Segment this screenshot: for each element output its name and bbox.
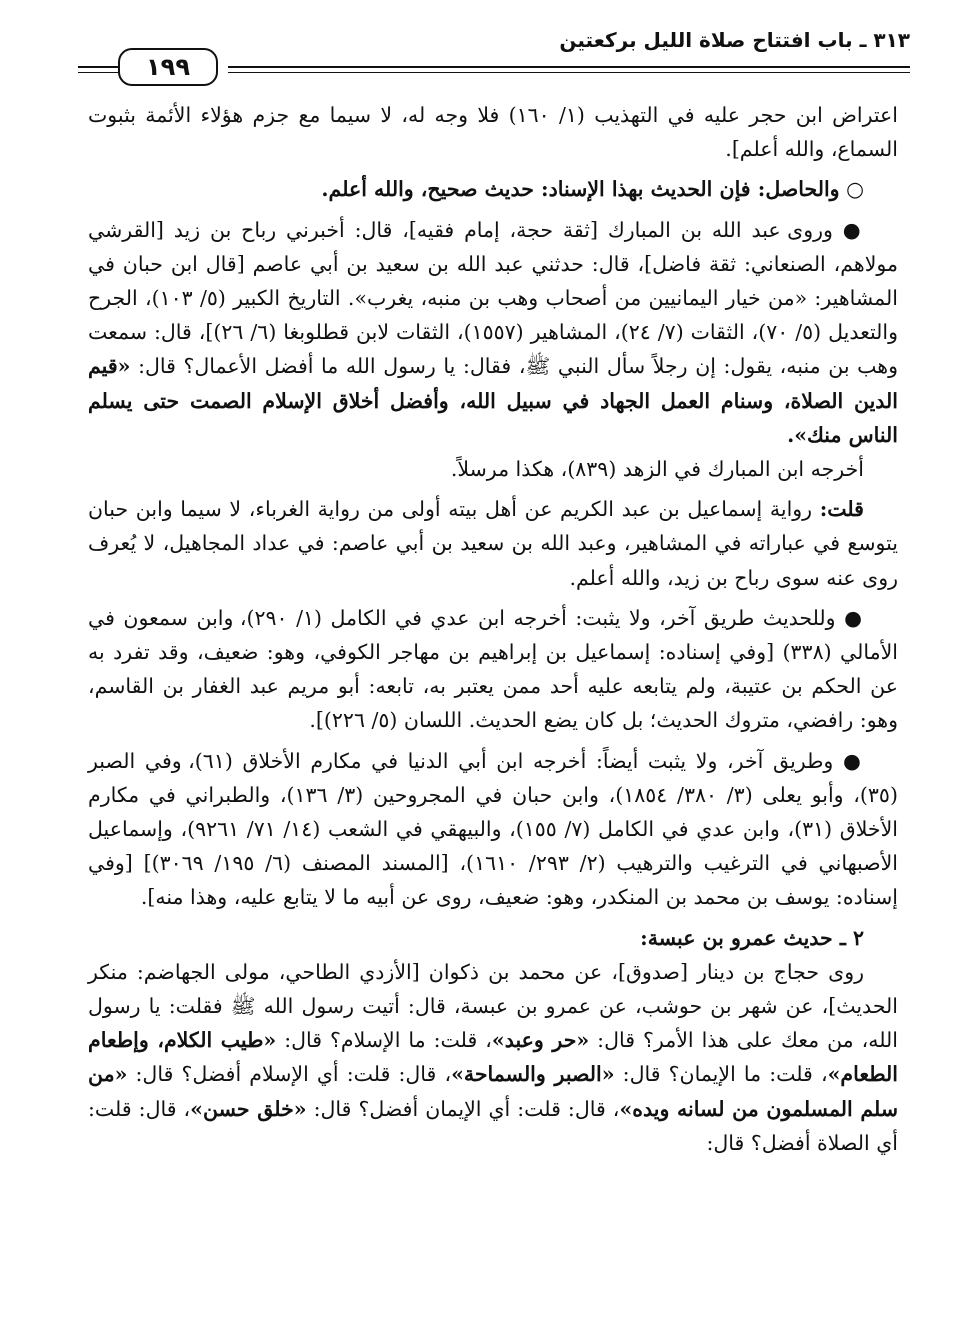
page-number-rule	[78, 66, 118, 73]
chapter-title: ٣١٣ ـ باب افتتاح صلاة الليل بركعتين	[559, 28, 910, 52]
running-header	[78, 18, 910, 86]
dot-bullet-icon: ●	[844, 605, 864, 630]
paragraph-other-route-1: ● وللحديث طريق آخر، ولا يثبت: أخرجه ابن عدي في الكامل (١/ ٢٩٠)، وابن سمعون في الأمالي (٣٣٨) [وفي إسناده: إسماعيل بن إبراهيم بن مهاجر الكوفي، وهو: ضعيف، وقد تفرد به عن الحكم بن عتيبة، ولم يتابعه عليه أحد ممن يعتبر به، تابعه: أبو مريم عبد الغفار بن القاسم، وهو: رافضي، متروك الحديث؛ بل كان يضع الحديث. اللسان (٥/ ٢٢٦)].	[88, 605, 898, 733]
page-number-badge	[118, 48, 218, 86]
header-rule	[228, 66, 910, 73]
paragraph-other-route-2: ● وطريق آخر، ولا يثبت أيضاً: أخرجه ابن أبي الدنيا في مكارم الأخلاق (٦١)، وفي الصبر (٣٥)، وأبو يعلى (٣/ ٣٨٠/ ١٨٥٤)، وابن حبان في المجروحين (٣/ ١٣٦)، والطبراني في مكارم الأخلاق (٣١)، وابن عدي في الكامل (٧/ ١٥٥)، والبيهقي في الشعب (١٤/ ٧١/ ٩٢٦١)، وإسماعيل الأصبهاني في الترغيب والترهيب (٢/ ٢٩٣/ ١٦١٠)، [المسند المصنف (٦/ ١٩٥/ ٣٠٦٩)] [وفي إسناده: يوسف بن محمد بن المنكدر، وهو: ضعيف، روى عن أبيه ما لا يتابع عليه، وهذا منه].	[88, 748, 899, 910]
paragraph-qultu: قلت: رواية إسماعيل بن عبد الكريم عن أهل بيته أولى من رواية الغرباء، لا سيما وابن حبان يتوسع في عباراته في المشاهير، وعبد الله بن سعيد بن أبي عاصم: في عداد المجاهيل، لا يُعرف روى عنه سوى رباح بن زيد، والله أعلم.	[88, 497, 898, 590]
paragraph-takhrij: أخرجه ابن المبارك في الزهد (٨٣٩)، هكذا مرسلاً.	[450, 457, 864, 482]
section-heading: ٢ ـ حديث عمرو بن عبسة:	[640, 925, 864, 950]
paragraph-conclusion: ○ والحاصل: فإن الحديث بهذا الإسناد: حديث صحيح، والله أعلم.	[321, 177, 864, 202]
main-text	[88, 98, 898, 1160]
paragraph-1: اعتراض ابن حجر عليه في التهذيب (١/ ١٦٠) فلا وجه له، لا سيما مع جزم هؤلاء الأئمة بثبوت السماع، والله أعلم].	[88, 103, 898, 162]
circle-bullet-icon: ○	[846, 177, 864, 202]
dot-bullet-icon: ●	[842, 217, 864, 242]
paragraph-ibn-mubarak: ● وروى عبد الله بن المبارك [ثقة حجة، إمام فقيه]، قال: أخبرني رباح بن زيد [القرشي مولاهم، الصنعاني: ثقة فاضل]، قال: حدثني عبد الله بن سعيد بن أبي عاصم [قال ابن حبان في المشاهير: «من خيار اليمانيين من أصحاب وهب بن منبه، يغرب». التاريخ الكبير (٥/ ١٠٣)، الجرح والتعديل (٥/ ٧٠)، الثقات (٧/ ٢٤)، المشاهير (١٥٥٧)، الثقات لابن قطلوبغا (٦/ ٢٦)]، قال: سمعت وهب بن منبه، يقول: إن رجلاً سأل النبي ﷺ، فقال: يا رسول الله ما أفضل الأعمال؟ قال: «قيم الدين الصلاة، وسنام العمل الجهاد في سبيل الله، وأفضل أخلاق الإسلام الصمت حتى يسلم الناس منك».	[88, 217, 898, 447]
dot-bullet-icon: ●	[842, 748, 864, 773]
paragraph-amr-ibn-abasa: روى حجاج بن دينار [صدوق]، عن محمد بن ذكوان [الأزدي الطاحي، مولى الجهاضم: منكر الحديث]، عن شهر بن حوشب، عن عمرو بن عبسة، قال: أتيت رسول الله ﷺ فقلت: يا رسول الله، من معك على هذا الأمر؟ قال: «حر وعبد»، قلت: ما الإسلام؟ قال: «طيب الكلام، وإطعام الطعام»، قلت: ما الإيمان؟ قال: «الصبر والسماحة»، قال: قلت: أي الإسلام أفضل؟ قال: «من سلم المسلمون من لسانه ويده»، قال: قلت: أي الإيمان أفضل؟ قال: «خلق حسن»، قال: قلت: أي الصلاة أفضل؟ قال:	[88, 959, 899, 1155]
page-number: ١٩٩	[146, 53, 190, 81]
qultu-label: قلت:	[819, 497, 864, 522]
